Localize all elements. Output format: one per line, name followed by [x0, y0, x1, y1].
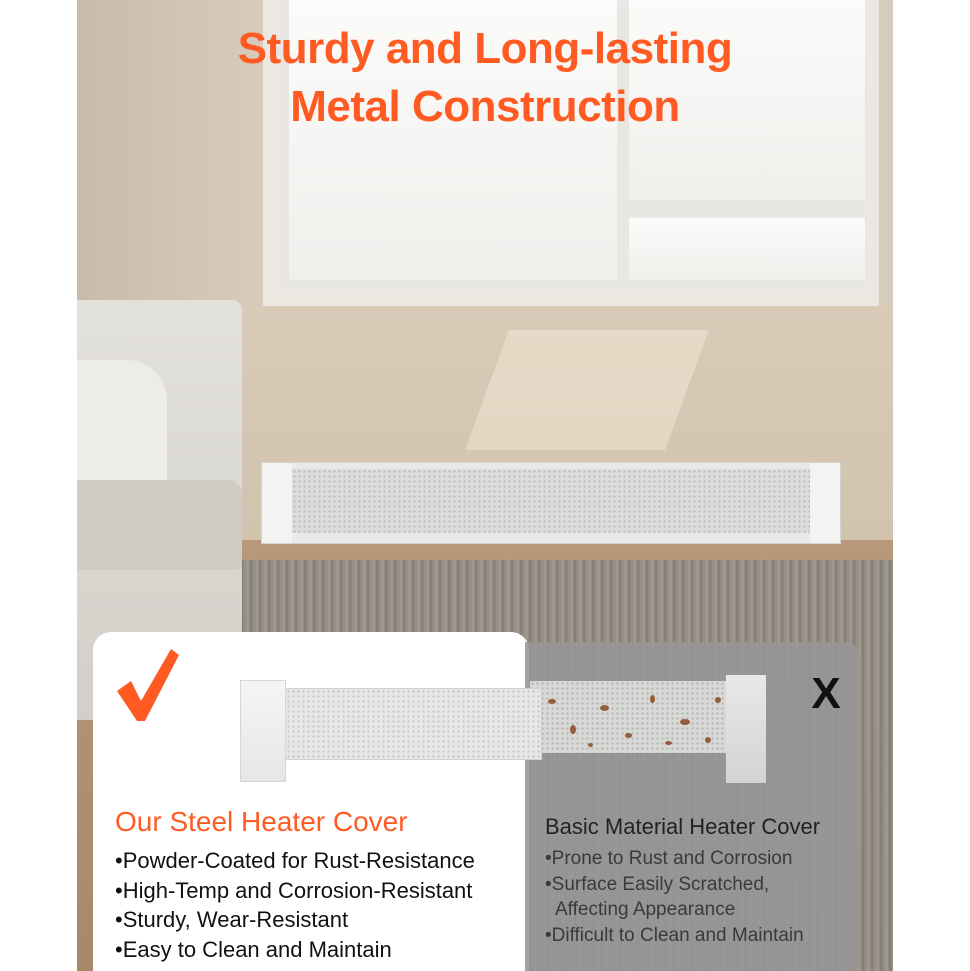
steel-cover-image: [240, 680, 540, 780]
good-feature-list: [115, 846, 475, 964]
good-card-title: Our Steel Heater Cover: [115, 806, 408, 837]
sofa-arm: [77, 480, 242, 570]
bad-feature-list: [545, 846, 804, 948]
list-item: •Prone to Rust and Corrosion: [545, 848, 793, 869]
list-item: •High-Temp and Corrosion-Resistant: [115, 877, 473, 903]
headline: [77, 20, 893, 136]
list-item: •Easy to Clean and Maintain: [115, 936, 392, 962]
baseboard-heater-cover: [261, 462, 841, 544]
headline-line-2: Metal Construction: [290, 82, 680, 131]
list-item: Affecting Appearance: [555, 899, 736, 920]
list-item: •Surface Easily Scratched,: [545, 873, 770, 895]
list-item: •Difficult to Clean and Maintain: [545, 924, 804, 946]
headline-line-1: Sturdy and Long-lasting: [237, 24, 733, 73]
list-item: •Powder-Coated for Rust-Resistance: [115, 848, 475, 873]
check-icon: [115, 645, 181, 725]
x-icon: X: [811, 669, 841, 718]
rusty-cover-image: [530, 675, 765, 783]
list-item: •Sturdy, Wear-Resistant: [115, 907, 349, 932]
bad-card-title: Basic Material Heater Cover: [545, 814, 821, 839]
